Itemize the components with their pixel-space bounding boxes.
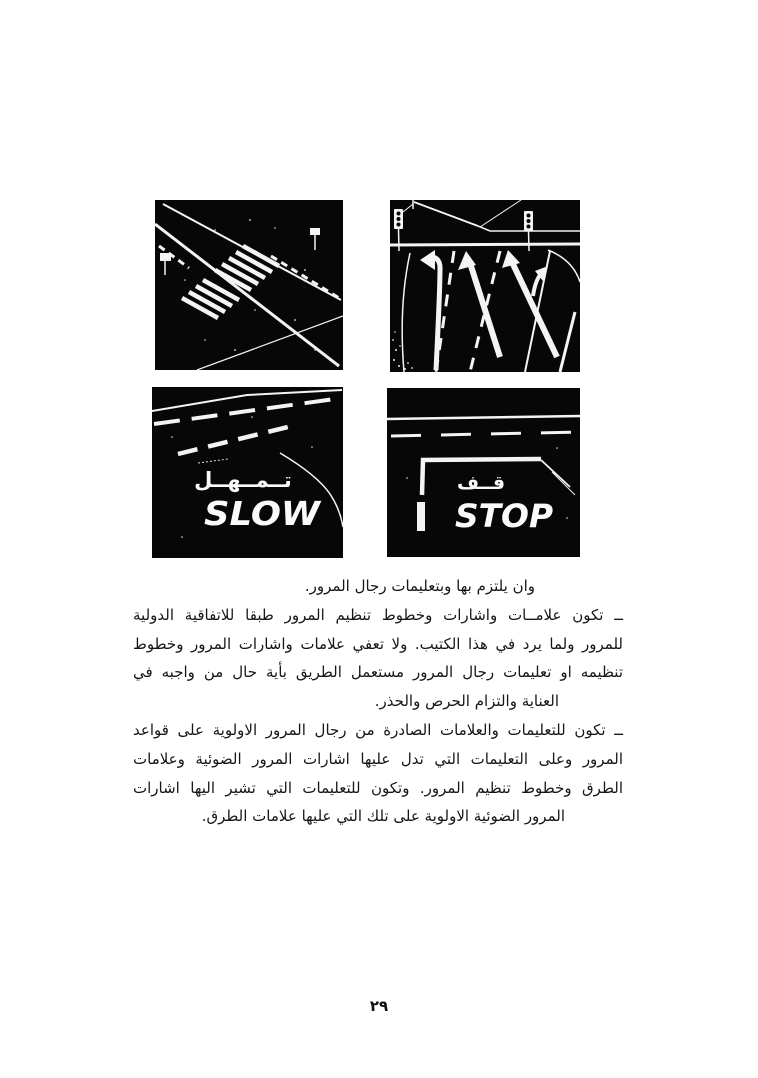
figure-stop-marking-photo bbox=[387, 388, 580, 557]
stop-line bbox=[390, 244, 580, 245]
bullet2-line4: المرور الضوئية الاولوية على تلك التي عليها علامات الطرق. bbox=[201, 807, 565, 826]
stop-bar bbox=[417, 502, 425, 531]
stop-text-latin: STOP bbox=[455, 497, 554, 535]
bullet2-line3: الطرق وخطوط تنظيم المرور. وتكون للتعليمات التي تشير اليها اشارات bbox=[133, 778, 623, 797]
slow-text-arabic: تــمــهــل bbox=[194, 468, 292, 492]
stop-text-arabic: قــف bbox=[456, 472, 506, 494]
bullet2-line2: المرور وعلى التعليمات التي تدل عليها اشارات المرور الضوئية وعلامات bbox=[133, 749, 623, 768]
bullet1-line4: العناية والتزام الحرص والحذر. bbox=[374, 692, 559, 711]
bullet1-line1: ــ تكون علامــات واشارات وخطوط تنظيم المرور طبقا للاتفاقية الدولية bbox=[133, 605, 623, 624]
figure-slow-marking-photo bbox=[152, 387, 343, 558]
figure-lane-arrows-photo bbox=[390, 200, 580, 372]
page-number: ٢٩ bbox=[369, 997, 389, 1015]
paragraph-intro-line: وان يلتزم بها وبتعليمات رجال المرور. bbox=[304, 577, 535, 595]
figure-crosswalk-photo bbox=[155, 200, 343, 370]
bullet1-line3: تنظيمه او تعليمات رجال المرور مستعمل الطريق بأية حال من واجبه في bbox=[133, 663, 623, 682]
slow-text-latin: SLOW bbox=[204, 494, 322, 533]
body-text bbox=[133, 572, 623, 831]
bullet2-line1: ــ تكون للتعليمات والعلامات الصادرة من رجال المرور الاولوية على قواعد bbox=[133, 720, 623, 739]
bullet1-line2: للمرور ولما يرد في هذا الكتيب. ولا تعفي علامات واشارات المرور وخطوط bbox=[133, 634, 623, 653]
